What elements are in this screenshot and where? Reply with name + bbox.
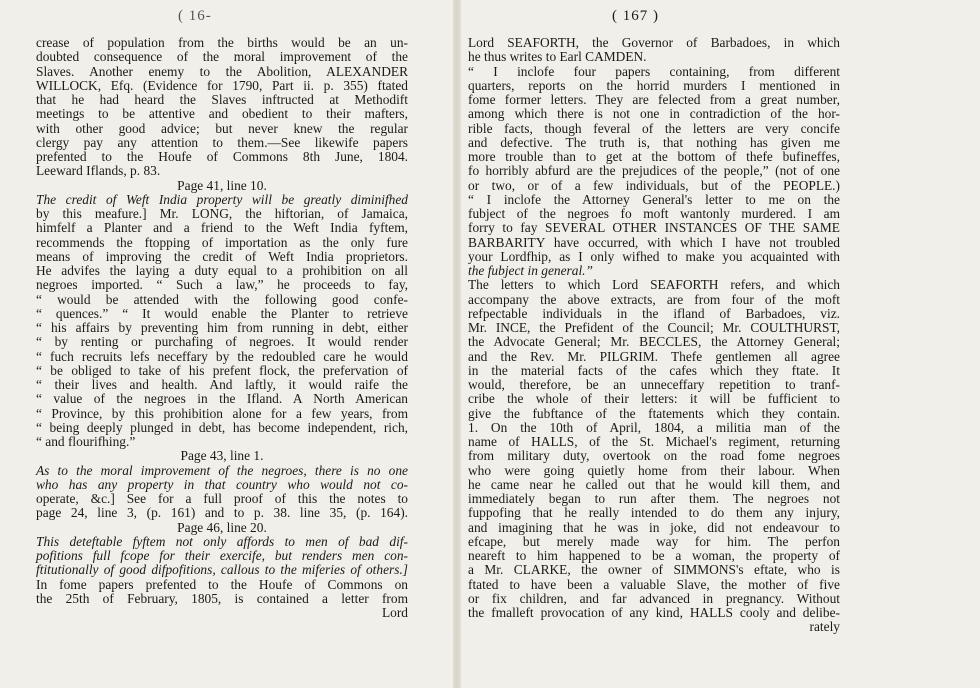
text-line: As to the moral improvement of the negroes, there is no one (36, 462, 408, 478)
text-line: This deteftable fyftem not only affords to men of bad dif- (36, 533, 408, 549)
text-line: “ Province, by this prohibition alone for a few years, from (36, 405, 408, 421)
text-line: by this meafure.] Mr. LONG, the hiftorian, of Jamaica, (36, 206, 408, 221)
text-line: crease of population from the births would be an un- (36, 35, 408, 50)
section-heading: Page 43, line 1. (180, 448, 264, 464)
text-line: he thus writes to Earl CAMDEN. (468, 49, 647, 65)
text-line: accompany the above extracts, are from four of the moft (468, 291, 840, 307)
text-line: Slaves. Another enemy to the Abolition, ALEXANDER (36, 63, 408, 79)
text-line: ftitutionally of good difpofitions, callous to the miferies of others.] (36, 562, 408, 578)
text-line: give the fubftance of the ftatements which they contain. (468, 405, 840, 421)
right-page (462, 0, 980, 688)
text-line: the Advocate General; Mr. BECCLES, the Attorney General; (468, 334, 840, 350)
right-page-text (468, 36, 840, 635)
text-line: “ and flourifhing.” (36, 434, 136, 449)
text-line: BARBARITY have occurred, with which I have not troubled (468, 234, 840, 250)
text-line: name of HALLS, of the St. Michael's regiment, returning (468, 434, 840, 449)
section-heading: Page 41, line 10. (177, 177, 267, 193)
text-line: who has any property in that country who would not co- (36, 476, 408, 492)
text-line: a Mr. CLARKE, the owner of SIMMONS's eftate, who is (468, 562, 840, 578)
text-line: the fubject in general.” (468, 263, 593, 278)
right-page-number: ( 167 ) (612, 8, 659, 24)
text-line: in the material facts of the cafes which they ftate. It (468, 362, 840, 378)
text-line: or fix children, and far advanced in pregnancy. Without (468, 590, 840, 606)
left-page-text (36, 36, 408, 620)
text-line: 1. On the 10th of April, 1804, a militia man of the (468, 419, 840, 435)
text-line: with other good advice; but never knew the regular (36, 120, 408, 136)
text-line: would, therefore, be an unneceffary repetition to tranf- (468, 377, 840, 392)
text-line: fuppofing that he really intended to do them any injury, (468, 505, 840, 521)
book-gutter (453, 0, 461, 688)
text-line: himfelf a Planter and a friend to the Weft India fyftem, (36, 220, 408, 236)
text-line: the fmalleft provocation of any kind, HALLS cooly and delibe- (468, 605, 840, 620)
text-line: doubted consequence of the moral improvement of the (36, 49, 408, 65)
text-line: recommends the ftopping of importation as the only fure (36, 234, 408, 250)
text-line: who were going quietly home from their labour. When (468, 462, 840, 478)
text-line: ftated to have been a valuable Slave, the mother of five (468, 576, 840, 592)
text-line: “ I inclofe four papers containing, from different (468, 63, 840, 79)
text-line: quarters, reports on the horrid murders I mentioned in (468, 77, 840, 93)
text-line: prefented to the Houfe of Commons 8th June, 1804. (36, 149, 408, 164)
catchword: Lord (381, 605, 408, 620)
text-line: The credit of Weft India property will be greatly diminifhed (36, 191, 408, 207)
section-heading: Page 46, line 20. (177, 519, 267, 535)
text-line: fubject of the negroes fo moft wantonly murdered. I am (468, 206, 840, 221)
text-line: negroes imported. “ Such a law,” he proceeds to fay, (36, 277, 408, 293)
text-line: among which there is not one in contradiction of the hor- (468, 106, 840, 122)
text-line: he came near he called out that he would kill them, and (468, 476, 840, 492)
text-line: Mr. INCE, the Prefident of the Council; Mr. COULTHURST, (468, 320, 840, 335)
text-line: “ be obliged to take of his prefent flock, the prefervation of (36, 362, 408, 378)
text-line: the 25th of February, 1805, is contained a letter from (36, 590, 408, 606)
text-line: that he had heard the Slaves inftructed at Methodift (36, 92, 408, 107)
text-line: “ I inclofe the Attorney General's letter to me on the (468, 191, 840, 207)
text-line: and the Rev. Mr. PILGRIM. Thefe gentlemen all agree (468, 348, 840, 364)
text-line: fo horribly abfurd are the prejudices of the people,” (not of one (468, 163, 840, 179)
text-line: cribe the whole of their letters: it will be fufficient to (468, 391, 840, 407)
text-line: forry to fay SEVERAL OTHER INSTANCES OF THE SAME (468, 220, 840, 236)
text-line: WILLOCK, Efq. (Evidence for 1790, Part ii. p. 355) ftated (36, 77, 408, 93)
text-line: efcape, but merely made way for him. The perfon (468, 533, 840, 549)
text-line: and defective. The truth is, that nothing has given me (468, 134, 840, 150)
text-line: from military duty, overtook on the road fome negroes (468, 448, 840, 464)
text-line: “ quences.” “ It would enable the Planter to retrieve (36, 305, 408, 321)
text-line: and imagining that he was in joke, did not endeavour to (468, 519, 840, 535)
text-line: “ value of the negroes in the Ifland. A North American (36, 391, 408, 407)
text-line: operate, &c.] See for a full proof of this the notes to (36, 491, 408, 506)
left-page-number: ( 16- (178, 8, 212, 24)
text-line: pofitions full fcope for their exercife, but renders men con- (36, 548, 408, 563)
text-line: rible facts, though feveral of the letters are very concife (468, 120, 840, 136)
text-line: “ being deeply plunged in debt, has become independent, rich, (36, 419, 408, 435)
text-line: “ fuch recruits lefs neceffary by the redoubled care he would (36, 348, 408, 364)
text-line: neareft to him happened to be a woman, the property of (468, 548, 840, 563)
text-line: meetings to be attentive and obedient to their mafters, (36, 106, 408, 122)
text-line: “ would be attended with the following good confe- (36, 291, 408, 307)
text-line: Lord SEAFORTH, the Governor of Barbadoes, in which (468, 35, 840, 50)
text-line: “ by renting or purchafing of negroes. It would render (36, 334, 408, 350)
text-line: your Lordfhip, as I only wifhed to make you acquainted with (468, 248, 840, 264)
text-line: page 24, line 3, (p. 161) and to p. 38. line 35, (p. 164). (36, 505, 408, 521)
text-line: clergy pay any attention to them.—See likewife papers (36, 134, 408, 150)
text-line: immediately began to run after them. The negroes not (468, 491, 840, 506)
text-line: Leeward Iflands, p. 83. (36, 163, 161, 179)
catchword: rately (809, 619, 840, 635)
text-line: “ his affairs by preventing him from running in debt, either (36, 320, 408, 335)
text-line: fome former letters. They are felected from a great number, (468, 92, 840, 107)
text-line: He advifes the laying a duty equal to a prohibition on all (36, 263, 408, 278)
text-line: more trouble than to get at the bottom of thefe bufineffes, (468, 149, 840, 164)
text-line: refpectable individuals in the ifland of Barbadoes, viz. (468, 305, 840, 321)
left-page (0, 0, 452, 688)
text-line: means of improving the credit of Weft India proprietors. (36, 248, 408, 264)
text-line: or two, or of a few individuals, but of the PEOPLE.) (468, 177, 840, 193)
text-line: In fome papers prefented to the Houfe of Commons on (36, 576, 408, 592)
text-line: The letters to which Lord SEAFORTH refers, and which (468, 277, 840, 293)
text-line: “ their lives and health. And laftly, it would raife the (36, 377, 408, 392)
